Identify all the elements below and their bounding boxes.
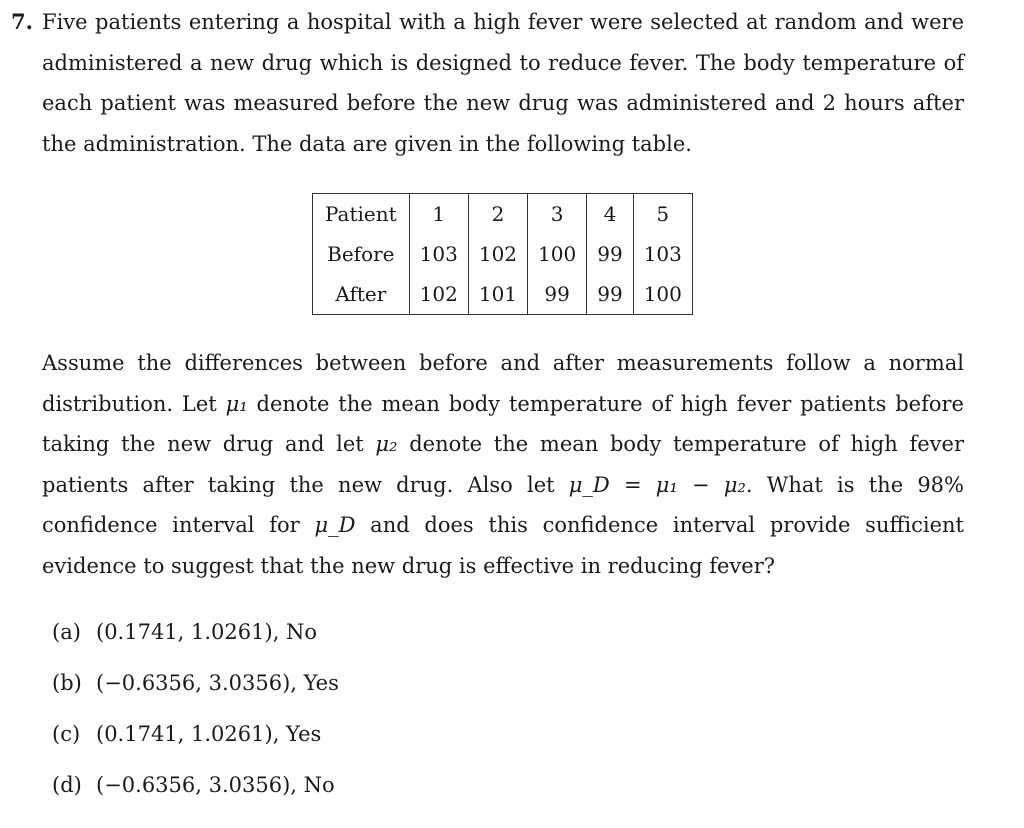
row-label: Patient bbox=[313, 194, 410, 235]
body-text-2: denote the mean body temperature of high fever patients before taking the new drug and let bbox=[42, 391, 964, 456]
option-a[interactable] bbox=[52, 611, 339, 662]
table-cell: 5 bbox=[633, 194, 692, 235]
table-cell: 101 bbox=[468, 274, 527, 315]
row-label: Before bbox=[313, 234, 410, 274]
question-body bbox=[42, 343, 964, 586]
table-cell: 3 bbox=[528, 194, 587, 235]
option-text: (0.1741, 1.0261), Yes bbox=[96, 722, 322, 746]
option-text: (0.1741, 1.0261), No bbox=[96, 620, 318, 644]
body-text-4: . What is the 98% confidence interval for bbox=[42, 472, 964, 537]
question-number: 7. bbox=[11, 9, 33, 34]
table-cell: 102 bbox=[409, 274, 468, 315]
table-row-before bbox=[313, 234, 693, 274]
table-cell: 100 bbox=[633, 274, 692, 315]
table-cell: 103 bbox=[633, 234, 692, 274]
table-cell: 102 bbox=[468, 234, 527, 274]
option-text: (−0.6356, 3.0356), No bbox=[96, 773, 335, 797]
question-intro bbox=[42, 2, 964, 164]
body-text-3: denote the mean body temperature of high fever patients after taking the new drug. Also let bbox=[42, 432, 964, 497]
option-d[interactable] bbox=[52, 764, 339, 815]
table-cell: 99 bbox=[587, 274, 633, 315]
table-cell: 103 bbox=[409, 234, 468, 274]
table-row-patient bbox=[313, 194, 693, 235]
option-label: (d) bbox=[52, 773, 82, 797]
option-label: (b) bbox=[52, 671, 82, 695]
mud-symbol: μ_D bbox=[314, 513, 356, 537]
table-cell: 99 bbox=[528, 274, 587, 315]
table-cell: 100 bbox=[528, 234, 587, 274]
body-text-5: and does this confidence interval provide sufficient evidence to suggest that the new drug is effective in reducing fever? bbox=[42, 513, 964, 578]
option-c[interactable] bbox=[52, 713, 339, 764]
data-table bbox=[312, 193, 693, 315]
answer-options bbox=[52, 611, 339, 815]
mu1-symbol: μ₁ bbox=[225, 391, 248, 416]
table-cell: 1 bbox=[409, 194, 468, 235]
mud-definition: μ_D = μ₁ − μ₂ bbox=[568, 472, 746, 497]
option-text: (−0.6356, 3.0356), Yes bbox=[96, 671, 339, 695]
option-label: (a) bbox=[52, 620, 81, 644]
mu2-symbol: μ₂ bbox=[375, 432, 398, 456]
option-label: (c) bbox=[52, 722, 81, 746]
data-table-wrap bbox=[312, 193, 693, 315]
table-cell: 99 bbox=[587, 234, 633, 274]
row-label: After bbox=[313, 274, 410, 315]
intro-text: Five patients entering a hospital with a high fever were selected at random and were administered a new drug which is designed to reduce fever. The body temperature of each patient was measured before the new drug was administered and 2 hours after the administration. The data are given in the following table. bbox=[42, 10, 964, 156]
table-cell: 2 bbox=[468, 194, 527, 235]
table-row-after bbox=[313, 274, 693, 315]
table-cell: 4 bbox=[587, 194, 633, 235]
body-text-1: Assume the differences between before and after measurements follow a normal distribution. Let bbox=[42, 351, 964, 416]
option-b[interactable] bbox=[52, 662, 339, 713]
